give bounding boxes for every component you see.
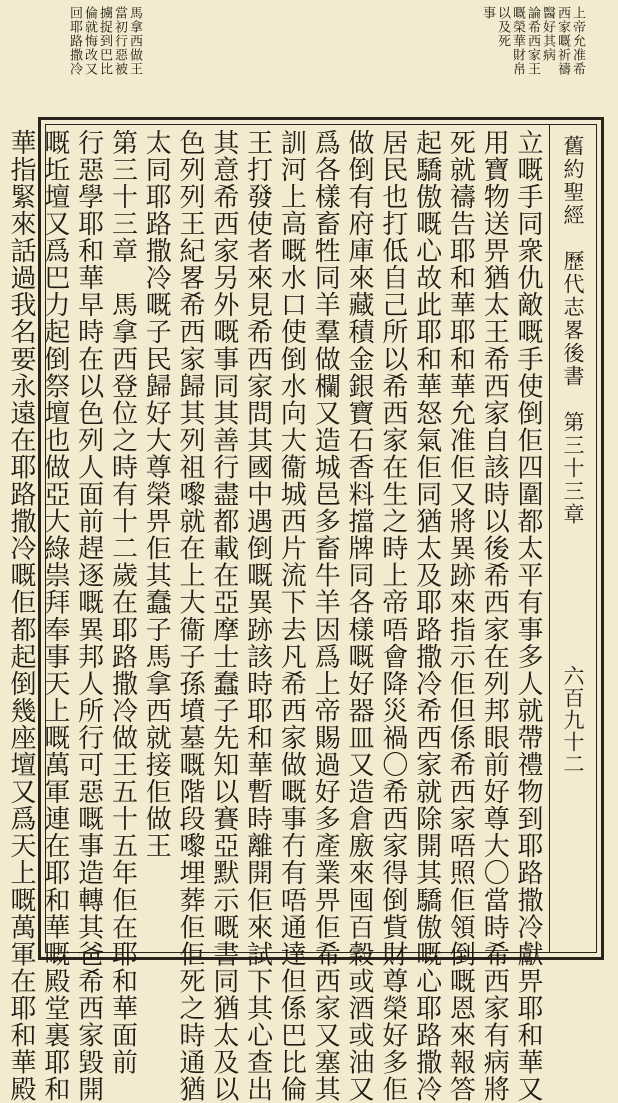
running-title: 舊約聖經 歷代志畧後書 第三十三章 (561, 135, 585, 526)
margin-note-line: 馬拿西做王 (127, 6, 142, 76)
text-column: 華指緊來話過我名要永遠在耶路撒冷嘅佢都起倒幾座壇又爲天上嘅萬軍在耶和華殿 (6, 129, 37, 1103)
text-column: 訓河上高嘅水口使倒水向大衞城西片流下去凡希西家做嘅事冇有唔通達但係巴比倫 (276, 129, 307, 1103)
text-frame (6, 117, 604, 1103)
text-column: 行惡學耶和華早時在以色列人面前趕逐嘅異邦人所行可惡嘅事造轉其爸希西家毀開 (73, 129, 104, 1103)
margin-note-line: 西家嘅祈禱 (555, 6, 570, 76)
text-column: 立嘅手同衆仇敵嘅手使倒佢四圍都太平有事多人就帶禮物到耶路撒冷獻畀耶和華又 (513, 129, 543, 1103)
text-column: 爲各樣畜牲同羊羣做欄又造城邑多畜牛羊因爲上帝賜過好多產業畀佢希西家又塞其 (310, 129, 341, 1103)
margin-notes-right (355, 6, 585, 112)
text-frame-inner (6, 124, 597, 1103)
text-column: 居民也打低自己所以希西家在生之時上帝唔會降災禍〇希西家得倒貲財尊榮好多佢 (377, 129, 408, 1103)
page-number: 六百九十二 (561, 665, 585, 775)
text-column: 嘅坵壇又爲巴力起倒祭壇也做亞大綠祟拜奉事天上嘅萬軍連在耶和華嘅殿堂裏耶和 (39, 129, 70, 1103)
text-column: 起驕傲嘅心故此耶和華怒氣佢同猶太及耶路撒冷希西家就除開其驕傲嘅心耶路撒冷 (411, 129, 442, 1103)
margin-note-line: 倫就悔改又 (82, 6, 97, 76)
margin-note-line: 論希西家王 (525, 6, 540, 76)
chapter-heading-column: 第三十三章 馬拿西登位之時有十二歲在耶路撒冷做王五十五年佢在耶和華面前 (107, 129, 138, 1076)
text-column: 用寶物送畀猶太王希西家自該時以後希西家在列邦眼前好尊大〇當時希西家有病將 (479, 129, 510, 1103)
margin-note-line: 以及死 (495, 6, 510, 48)
text-column: 做倒有府庫來藏積金銀寶石香料擋牌同各樣嘅好器皿又造倉廒來囤百穀或酒或油又 (344, 129, 375, 1103)
margin-note-line: 事 (480, 6, 495, 20)
margin-note-line: 上帝允准希 (570, 6, 585, 76)
body-text (6, 129, 544, 1103)
margin-note-line: 回耶路撒冷 (67, 6, 82, 76)
text-column: 色列列王紀畧希西家歸其列祖嚟就在上大衞子孫墳墓嘅階段嚟埋葬佢佢死之時通猶 (175, 129, 206, 1103)
text-column: 王打發使者來見希西家問其國中遇倒嘅異跡該時耶和華暫時離開佢來試下其心查出 (242, 129, 273, 1103)
margin-note-line: 嘅榮華財帛 (510, 6, 525, 76)
text-column: 死就禱告耶和華耶和華允准佢又將異跡來指示佢但係希西家唔照佢領倒嘅恩來報答 (445, 129, 476, 1103)
margin-note-line: 當初行惡被 (112, 6, 127, 76)
margin-note-line: 擄捉到巴比 (97, 6, 112, 76)
margin-notes-left (52, 6, 142, 112)
margin-note-line: 醫好其病 (540, 6, 555, 62)
text-column: 太同耶路撒冷嘅子民歸好大尊榮畀佢其蠢子馬拿西就接佢做王 (141, 129, 172, 860)
text-column: 其意希西家另外嘅事同其善行盡都載在亞摩士蠢子先知以賽亞默示嘅書同猶太及以 (208, 129, 239, 1103)
header-column (549, 125, 596, 952)
